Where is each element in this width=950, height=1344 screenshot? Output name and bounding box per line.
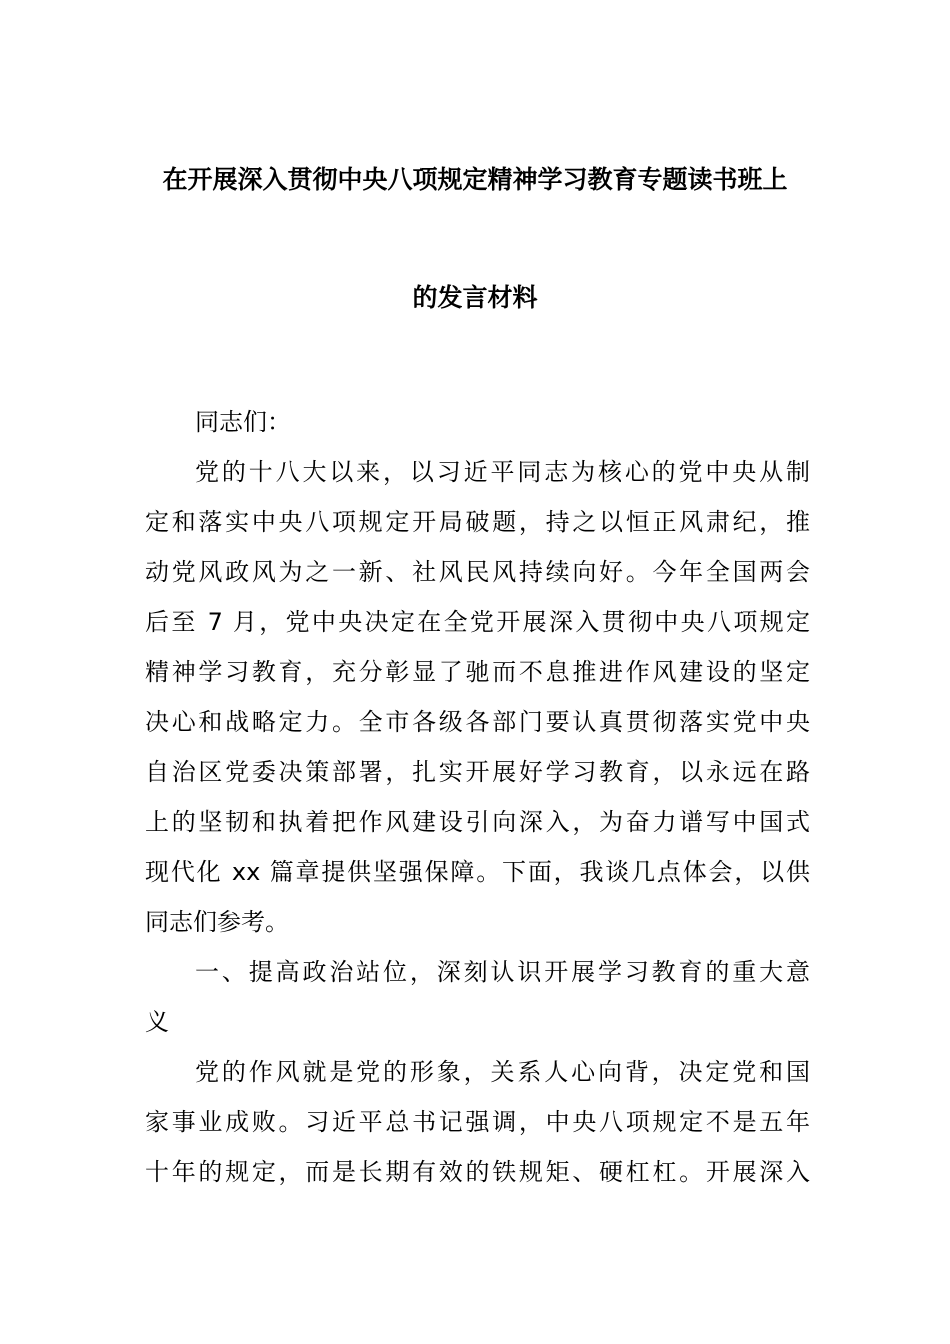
body-line-text: 现代化 xx 篇章提供坚强保障。下面，我谈几点体会，以供 [145, 858, 810, 886]
body-line-text: 后至 7 月，党中央决定在全党开展深入贯彻中央八项规定 [145, 608, 810, 636]
body-line [145, 997, 810, 1047]
body-line [145, 797, 810, 847]
document-title-line-1: 在开展深入贯彻中央八项规定精神学习教育专题读书班上 [162, 165, 788, 194]
body-line [145, 497, 810, 547]
body-line [145, 697, 810, 747]
body-line-text: 党的作风就是党的形象，关系人心向背，决定党和国 [195, 1058, 810, 1086]
body-line-text: 党的十八大以来，以习近平同志为核心的党中央从制 [195, 458, 810, 486]
body-line-text: 家事业成败。习近平总书记强调，中央八项规定不是五年 [145, 1108, 810, 1136]
body-line-text: 义 [145, 1008, 169, 1036]
body-line [145, 847, 810, 897]
body-line-text: 同志们： [195, 408, 291, 436]
body-line [145, 547, 810, 597]
body-line [145, 647, 810, 697]
body-line-text: 上的坚韧和执着把作风建设引向深入，为奋力谱写中国式 [145, 808, 810, 836]
body-line-text: 定和落实中央八项规定开局破题，持之以恒正风肃纪，推 [145, 508, 810, 536]
body-line [145, 397, 810, 447]
body-line [145, 1097, 810, 1147]
body-line [145, 1047, 810, 1097]
body-line [145, 597, 810, 647]
body-line [145, 897, 810, 947]
document-title-line-2: 的发言材料 [412, 283, 538, 312]
body-line [145, 447, 810, 497]
body-line-text: 自治区党委决策部署，扎实开展好学习教育，以永远在路 [145, 758, 810, 786]
document-body [145, 397, 810, 1197]
body-line-text: 动党风政风为之一新、社风民风持续向好。今年全国两会 [145, 558, 810, 586]
body-line-text: 同志们参考。 [145, 908, 289, 936]
body-line-text: 决心和战略定力。全市各级各部门要认真贯彻落实党中央 [145, 708, 810, 736]
body-line-text: 一、提高政治站位，深刻认识开展学习教育的重大意 [195, 958, 810, 986]
body-line [145, 1147, 810, 1197]
body-line-text: 十年的规定，而是长期有效的铁规矩、硬杠杠。开展深入 [145, 1158, 810, 1186]
body-line [145, 747, 810, 797]
body-line [145, 947, 810, 997]
body-line-text: 精神学习教育，充分彰显了驰而不息推进作风建设的坚定 [145, 658, 810, 686]
